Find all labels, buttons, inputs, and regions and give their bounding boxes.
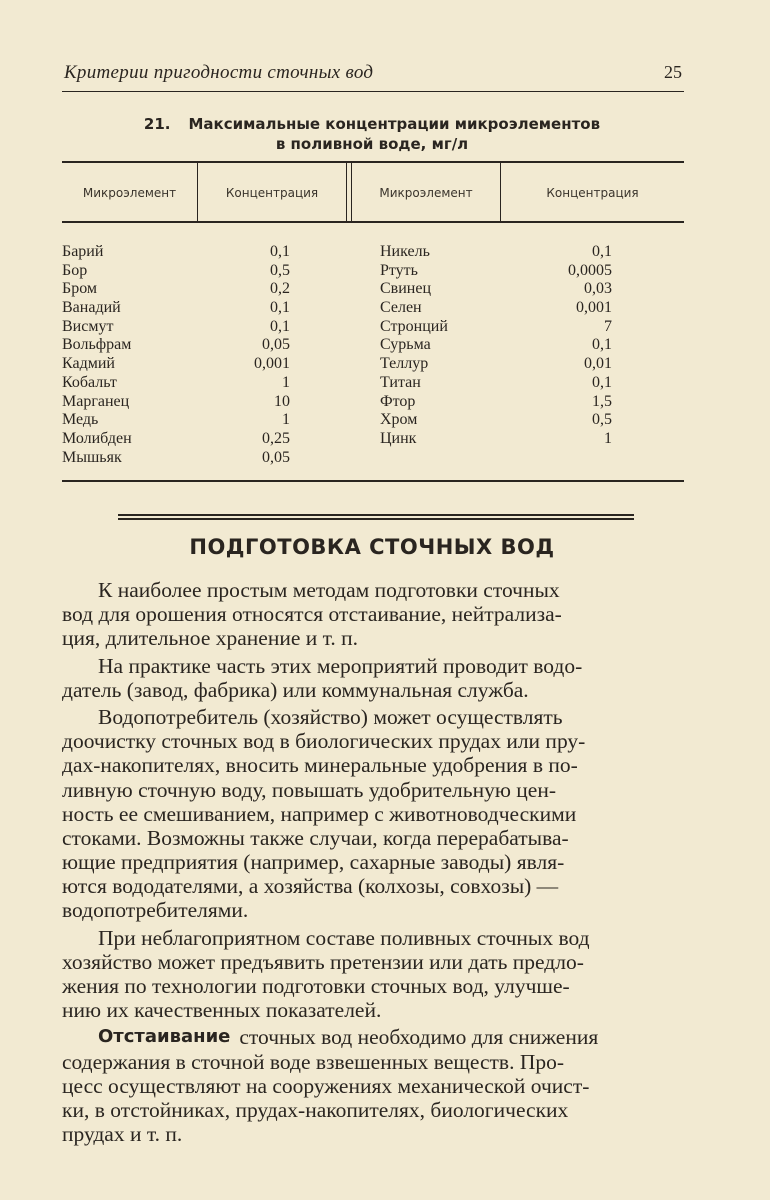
text-line: стоками. Возможны также случаи, когда перерабатыва- bbox=[62, 825, 569, 850]
concentration-value: 0,1 bbox=[270, 317, 290, 335]
concentration-value: 0,1 bbox=[592, 243, 612, 260]
element-name: Никель bbox=[380, 243, 430, 260]
element-name: Титан bbox=[380, 373, 421, 391]
element-name: Бром bbox=[62, 280, 98, 298]
element-name: Бор bbox=[62, 261, 88, 279]
text-line: ются вододателями, а хозяйства (колхозы, совхозы) — bbox=[62, 874, 559, 899]
table-caption-line1: Максимальные концентрации микроэлементов bbox=[188, 115, 601, 133]
element-name: Теллур bbox=[380, 355, 429, 373]
concentration-value: 0,05 bbox=[262, 336, 290, 354]
text-line: Водопотребитель (хозяйство) может осуществлять bbox=[98, 704, 563, 729]
running-head bbox=[64, 62, 682, 84]
concentration-value: 0,5 bbox=[270, 261, 290, 279]
body-text bbox=[62, 578, 682, 1146]
text-line: ность ее смешиванием, например с животноводческими bbox=[62, 801, 577, 826]
text-line: нию их качественных показателей. bbox=[62, 998, 382, 1023]
header-rule bbox=[62, 91, 684, 92]
element-name: Ртуть bbox=[380, 261, 418, 279]
element-name: Висмут bbox=[62, 317, 114, 335]
left-element-column bbox=[62, 243, 212, 467]
section-separator bbox=[118, 514, 634, 516]
concentration-value: 1 bbox=[282, 373, 290, 391]
concentration-value: 0,001 bbox=[254, 355, 290, 373]
running-head-title: Критерии пригодности сточных вод bbox=[64, 62, 374, 83]
concentration-value: 0,5 bbox=[592, 411, 612, 429]
column-header: Микроэлемент bbox=[379, 186, 473, 200]
column-header: Концентрация bbox=[546, 186, 639, 200]
text-line: ция, длительное хранение и т. п. bbox=[62, 626, 359, 651]
text-line: При неблагоприятном составе поливных сточных вод bbox=[98, 925, 590, 950]
section-separator bbox=[118, 518, 634, 520]
concentration-value: 1 bbox=[604, 429, 612, 447]
concentration-value: 1,5 bbox=[592, 392, 612, 410]
text-line: ливную сточную воду, повышать удобрительную цен- bbox=[62, 777, 556, 802]
left-concentration-column bbox=[212, 243, 290, 467]
element-name: Кадмий bbox=[62, 355, 115, 373]
element-name: Селен bbox=[380, 299, 422, 317]
table-top-rule bbox=[62, 161, 684, 163]
text-line: прудах и т. п. bbox=[62, 1122, 183, 1147]
element-name: Вольфрам bbox=[62, 336, 132, 354]
text-line: дах-накопителях, вносить минеральные удобрения в по- bbox=[62, 753, 578, 778]
table-caption-line2: в поливной воде, мг/л bbox=[275, 135, 469, 153]
right-element-column bbox=[380, 243, 520, 449]
text-line: ющие предприятия (например, сахарные заводы) явля- bbox=[62, 850, 565, 875]
concentration-value: 0,01 bbox=[584, 355, 612, 373]
bold-term: Отстаивание bbox=[98, 1026, 231, 1048]
concentration-value: 0,0005 bbox=[568, 261, 612, 279]
element-name: Сурьма bbox=[380, 336, 431, 354]
text-line: цесс осуществляют на сооружениях механической очист- bbox=[62, 1073, 590, 1098]
column-header: Концентрация bbox=[225, 186, 319, 200]
text-line: водопотребителями. bbox=[62, 898, 249, 923]
text-line: хозяйство может предъявить претензии или дать предло- bbox=[62, 949, 584, 974]
text-line bbox=[62, 1025, 682, 1049]
text-line: содержания в сточной воде взвешенных веществ. Про- bbox=[62, 1049, 565, 1074]
column-header: Микроэлемент bbox=[82, 186, 177, 200]
concentration-value: 0,25 bbox=[262, 429, 290, 447]
section-title: ПОДГОТОВКА СТОЧНЫХ ВОД bbox=[189, 535, 555, 559]
table-number: 21. bbox=[143, 115, 171, 133]
concentration-value: 1 bbox=[282, 411, 290, 429]
text-line: жения по технологии подготовки сточных вод, улучше- bbox=[62, 974, 570, 998]
concentration-value: 0,1 bbox=[592, 336, 612, 354]
concentration-value: 0,03 bbox=[584, 280, 612, 298]
element-name: Марганец bbox=[62, 392, 130, 410]
element-name: Хром bbox=[380, 411, 418, 429]
right-concentration-column bbox=[520, 243, 612, 449]
element-name: Цинк bbox=[380, 429, 417, 447]
text-line: вод для орошения относятся отстаивание, нейтрализа- bbox=[62, 602, 562, 627]
element-name: Ванадий bbox=[62, 299, 121, 317]
concentration-value: 0,1 bbox=[592, 373, 612, 391]
text-fragment: сточных вод необходимо для снижения bbox=[239, 1025, 599, 1050]
page-number: 25 bbox=[664, 62, 682, 82]
text-line: На практике часть этих мероприятий проводит водо- bbox=[98, 653, 583, 678]
element-name: Фтор bbox=[380, 392, 416, 410]
element-name: Мышьяк bbox=[62, 448, 122, 466]
table-caption bbox=[62, 114, 682, 154]
element-name: Барий bbox=[62, 243, 104, 260]
concentration-value: 0,2 bbox=[270, 280, 290, 298]
concentration-value: 0,1 bbox=[270, 243, 290, 260]
element-name: Медь bbox=[62, 411, 99, 429]
text-line: К наиболее простым методам подготовки сточных bbox=[98, 578, 560, 602]
text-line: датель (завод, фабрика) или коммунальная служба. bbox=[62, 677, 529, 702]
concentration-value: 0,05 bbox=[262, 448, 290, 466]
table-bottom-rule bbox=[62, 480, 684, 482]
concentration-value: 10 bbox=[274, 392, 290, 410]
concentration-value: 7 bbox=[604, 317, 612, 335]
concentration-value: 0,001 bbox=[576, 299, 612, 317]
element-name: Свинец bbox=[380, 280, 432, 298]
element-name: Кобальт bbox=[62, 373, 117, 391]
table-header-bottom-rule bbox=[62, 221, 684, 223]
element-name: Стронций bbox=[380, 317, 448, 335]
column-divider bbox=[346, 161, 347, 221]
text-line: ки, в отстойниках, прудах-накопителях, биологических bbox=[62, 1097, 569, 1122]
text-line: доочистку сточных вод в биологических прудах или пру- bbox=[62, 729, 586, 754]
element-name: Молибден bbox=[62, 429, 132, 447]
concentration-value: 0,1 bbox=[270, 299, 290, 317]
